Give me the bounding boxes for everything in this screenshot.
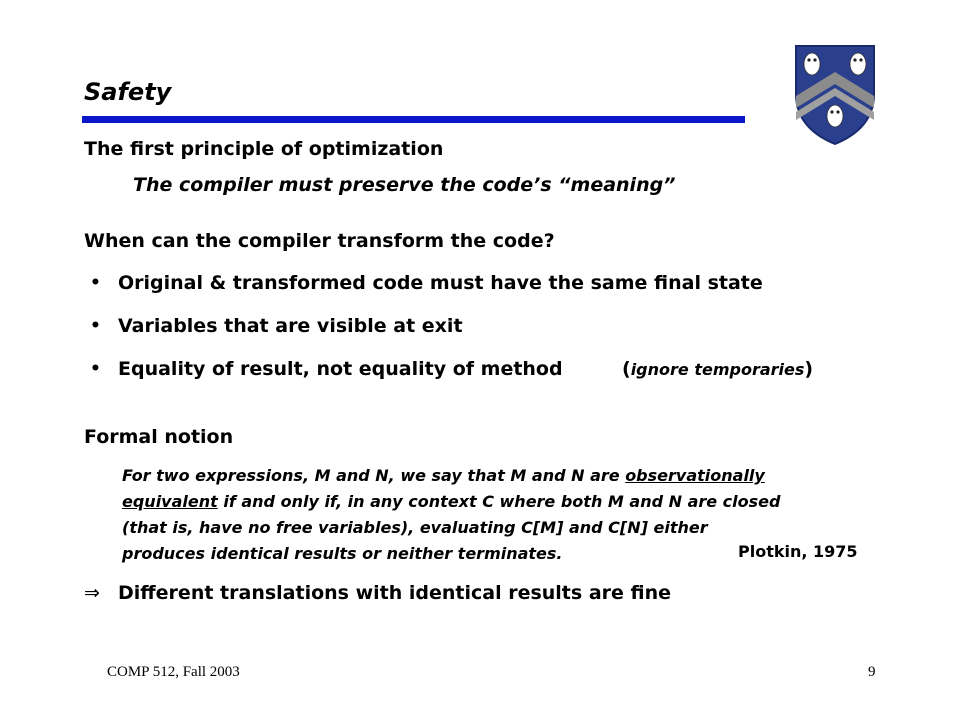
heading-first-principle: The first principle of optimization [84,138,444,160]
conclusion: Different translations with identical results are fine [118,582,672,604]
principle-statement: The compiler must preserve the code’s “meaning” [133,174,676,196]
bullet-marker: • [90,359,101,379]
definition-term: equivalent [122,492,218,511]
university-crest-icon [792,42,878,146]
definition-line: (that is, have no free variables), evaluating C[M] and C[N] either [122,518,708,537]
bullet-item: Original & transformed code must have the same final state [118,272,763,294]
heading-formal-notion: Formal notion [84,426,234,448]
definition-line: produces identical results or neither terminates. [122,544,563,563]
implies-icon: ⇒ [84,582,100,604]
bullet-item: Equality of result, not equality of method [118,358,563,380]
definition-term: observationally [625,466,765,485]
bullet-marker: • [90,316,101,336]
page-number: 9 [868,664,876,680]
title-rule [82,116,745,123]
definition-quote [122,463,780,567]
bullet-item: Variables that are visible at exit [118,315,463,337]
bullet-marker: • [90,273,101,293]
heading-when-transform: When can the compiler transform the code? [84,230,555,252]
definition-line: if and only if, in any context C where both M and N are closed [217,492,781,511]
slide-title: Safety [84,78,172,106]
note-temporaries: (ignore temporaries) [622,358,814,380]
citation: Plotkin, 1975 [738,542,858,561]
footer-course: COMP 512, Fall 2003 [107,664,240,680]
definition-line: For two expressions, M and N, we say that M and N are [122,466,626,485]
note-text: ignore temporaries [630,360,805,379]
